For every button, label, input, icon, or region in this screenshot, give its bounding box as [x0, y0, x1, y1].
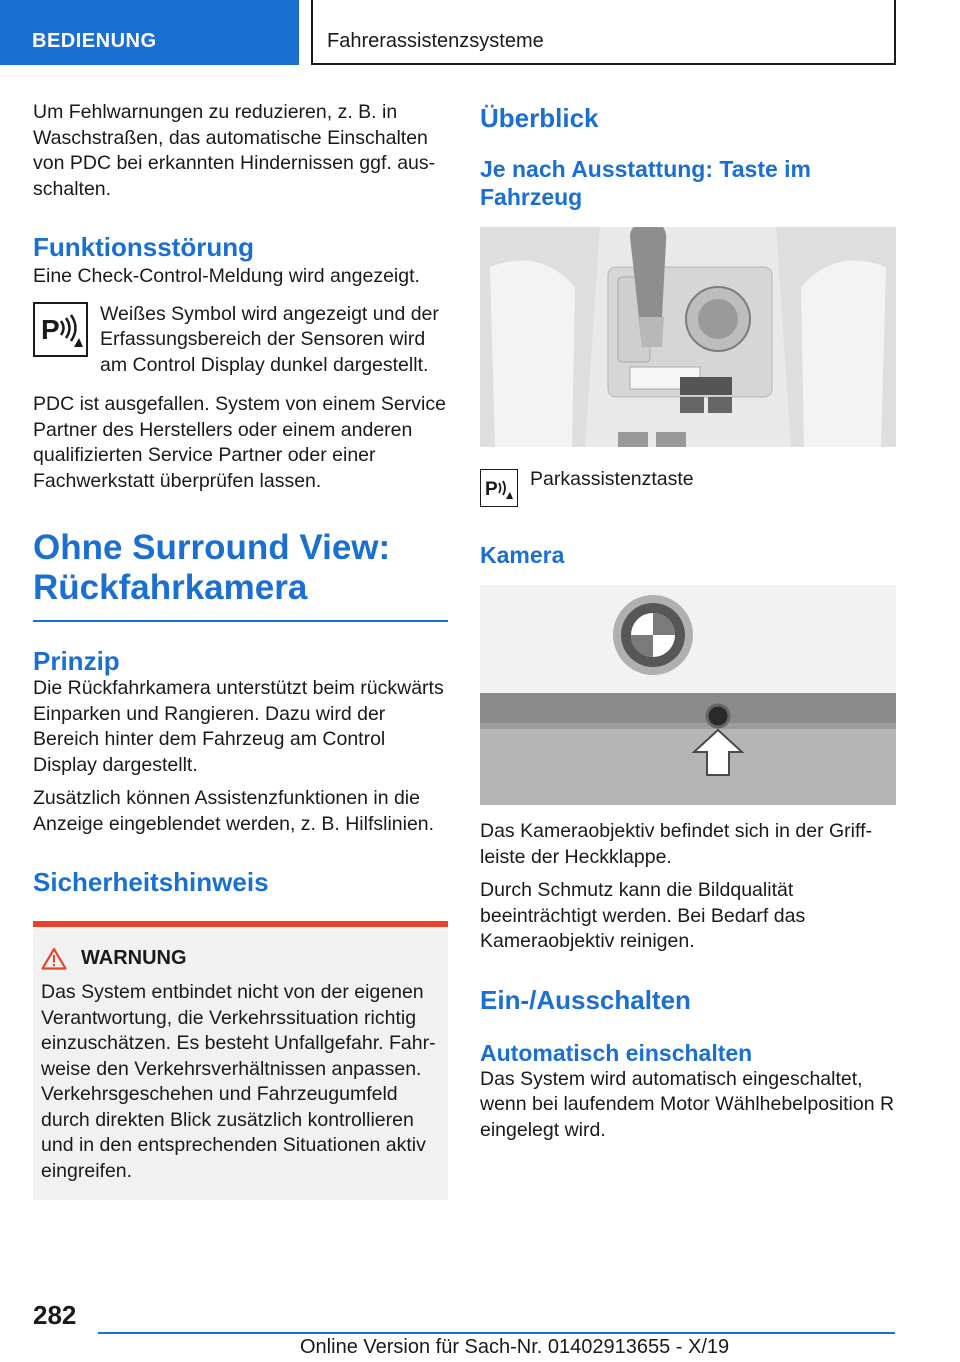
- warning-title: [41, 947, 441, 970]
- rear-camera-photo: [480, 585, 896, 805]
- right-column: [480, 100, 896, 1143]
- auto-heading: Automatisch einschalten: [480, 1039, 753, 1066]
- footer-rule: [98, 1332, 895, 1334]
- principle-paragraph-2: Zusätzlich können Assistenzfunktionen in die Anzeige eingeblendet werden, z. B. Hilfslinien.: [33, 787, 435, 835]
- header-chapter-box: [311, 0, 896, 65]
- heading-rule: [33, 620, 448, 622]
- camera-paragraph-2: Durch Schmutz kann die Bildqualität beeinträchtigt werden. Bei Bedarf das Kameraobjektiv reinigen.: [480, 879, 806, 952]
- intro-paragraph: Um Fehlwarnungen zu reduzieren, z. B. in Waschstraßen, das automatische Einschalten von PDC bei erkannten Hindernissen ggf. ausschalten.: [33, 101, 436, 200]
- button-heading: Je nach Ausstattung: Taste im Fahrzeug: [480, 156, 812, 210]
- center-console-photo: [480, 227, 896, 447]
- svg-text:P: P: [40, 314, 60, 345]
- park-assist-button-icon: [480, 469, 518, 507]
- fault-paragraph: Eine Check-Control-Meldung wird angezeigt.: [33, 265, 420, 287]
- warning-label: WARNUNG: [81, 947, 187, 969]
- principle-heading: Prinzip: [33, 646, 120, 676]
- pdc-warning-symbol-icon: [33, 302, 88, 357]
- page-number: 282: [33, 1300, 77, 1330]
- warning-text: Das System entbindet nicht von der eigenen Verantwortung, die Verkehrssituation richtig einzuschätzen. Es besteht Unfallgefahr. Fahrweise den Verkehrsverhältnissen anpassen. Verkehrsgeschehen und Fahrzeugumfeld durch direkten Blick zusätzlich kontrollieren und in den entsprechenden Situationen aktiv eingreifen.: [41, 981, 436, 1182]
- auto-paragraph: Das System wird automatisch eingeschaltet, wenn bei laufendem Motor Wählhebelposition R eingelegt wird.: [480, 1067, 895, 1141]
- camera-heading: Kamera: [480, 542, 565, 568]
- overview-heading: Überblick: [480, 103, 599, 133]
- principle-paragraph: Die Rückfahrkamera unterstützt beim rückwärts Einparken und Rangieren. Dazu wird der Bereich hinter dem Fahrzeug am Control Display dargestellt.: [33, 677, 444, 776]
- main-heading: [33, 528, 448, 608]
- button-caption: Parkassistenztaste: [530, 468, 694, 490]
- left-column: [33, 100, 448, 1200]
- warning-triangle-icon: [41, 947, 67, 970]
- svg-text:P: P: [485, 479, 498, 500]
- fault-heading: Funktionsstörung: [33, 232, 254, 262]
- pdc-symbol-row: [33, 302, 448, 379]
- main-heading-line1: Ohne Surround View:: [33, 528, 391, 567]
- pdc-failure-paragraph: PDC ist ausgefallen. System von einem Service Partner des Herstellers oder einem anderen qualifizierten Service Partner oder einer Fachwerkstatt überprüfen lassen.: [33, 393, 446, 492]
- header-chapter-label: Fahrerassistenzsysteme: [327, 30, 544, 52]
- header-section-tab: [0, 0, 299, 65]
- camera-paragraph: Das Kameraobjektiv befindet sich in der Griffleiste der Heckklappe.: [480, 820, 872, 868]
- onoff-heading: Ein-/Ausschalten: [480, 984, 691, 1015]
- warning-box: [33, 921, 448, 1200]
- symbol-description: Weißes Symbol wird angezeigt und der Erfassungsbereich der Sensoren wird am Control Display dunkel dargestellt.: [100, 302, 439, 376]
- main-heading-line2: Rückfahrkamera: [33, 568, 308, 607]
- safety-heading: Sicherheitshinweis: [33, 867, 269, 897]
- header-section-label: BEDIENUNG: [32, 30, 157, 52]
- button-caption-row: [480, 469, 896, 507]
- online-version-label: Online Version für Sach-Nr. 01402913655 - X/19: [300, 1336, 730, 1358]
